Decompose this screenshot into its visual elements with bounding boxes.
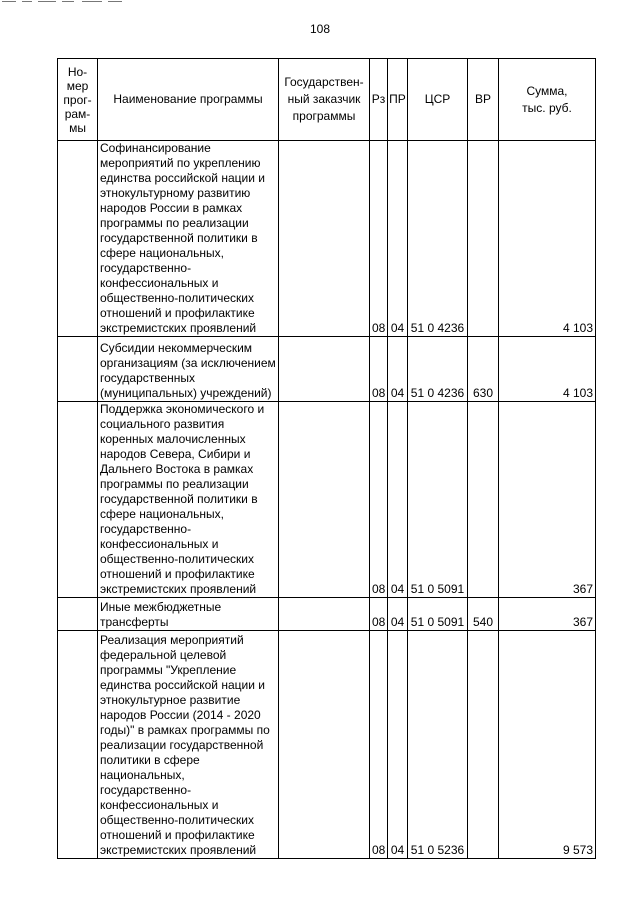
table-header-row	[58, 59, 596, 141]
rz-cell: 08	[370, 631, 388, 859]
pr-cell: 04	[388, 141, 408, 337]
table-row	[58, 141, 596, 337]
sum-cell: 4 103	[499, 337, 596, 402]
csr-cell: 51 0 4236	[408, 141, 468, 337]
sum-cell: 4 103	[499, 141, 596, 337]
state-customer-cell	[279, 337, 370, 402]
program-name-cell: Иные межбюджетные трансферты	[98, 598, 279, 631]
header-pr: ПР	[388, 59, 408, 141]
table-row	[58, 631, 596, 859]
program-name-cell: Субсидии некоммерческим организациям (за исключением государственных (муниципальных) учреждений)	[98, 337, 279, 402]
pr-cell: 04	[388, 337, 408, 402]
program-number-cell	[58, 598, 98, 631]
program-number-cell	[58, 141, 98, 337]
program-number-cell	[58, 402, 98, 598]
program-name-cell: Реализация мероприятий федеральной целевой программы "Укрепление единства российской нации и этнокультурное развитие народов России (2014 - 2020 годы)" в рамках программы по реализации государственной политики в сфере национальных, государственно-конфессиональных и общественно-политических отношений и профилактике экстремистских проявлений	[98, 631, 279, 859]
csr-cell: 51 0 5236	[408, 631, 468, 859]
rz-cell: 08	[370, 598, 388, 631]
csr-cell: 51 0 5091	[408, 598, 468, 631]
pr-cell: 04	[388, 631, 408, 859]
state-customer-cell	[279, 631, 370, 859]
sum-cell: 367	[499, 598, 596, 631]
vr-cell: 630	[468, 337, 499, 402]
sum-cell: 367	[499, 402, 596, 598]
table-row	[58, 598, 596, 631]
table-row	[58, 337, 596, 402]
state-customer-cell	[279, 402, 370, 598]
rz-cell: 08	[370, 141, 388, 337]
rz-cell: 08	[370, 402, 388, 598]
budget-table	[57, 58, 596, 859]
csr-cell: 51 0 5091	[408, 402, 468, 598]
header-vr: ВР	[468, 59, 499, 141]
vr-cell	[468, 631, 499, 859]
header-sum: Сумма, тыс. руб.	[499, 59, 596, 141]
program-name-cell: Софинансирование мероприятий по укреплению единства российской нации и этнокультурному развитию народов России в рамках программы по реализации государственной политики в сфере национальных, государственно-конфессиональных и общественно-политических отношений и профилактике экстремистских проявлений	[98, 141, 279, 337]
vr-cell	[468, 402, 499, 598]
program-number-cell	[58, 337, 98, 402]
header-program-number: Но- мер прог- рам- мы	[58, 59, 98, 141]
table-row	[58, 402, 596, 598]
state-customer-cell	[279, 598, 370, 631]
header-csr: ЦСР	[408, 59, 468, 141]
page-number: 108	[309, 22, 331, 36]
state-customer-cell	[279, 141, 370, 337]
header-rz: Рз	[370, 59, 388, 141]
vr-cell	[468, 141, 499, 337]
header-state-customer: Государствен- ный заказчик программы	[279, 59, 370, 141]
csr-cell: 51 0 4236	[408, 337, 468, 402]
pr-cell: 04	[388, 402, 408, 598]
header-program-name: Наименование программы	[98, 59, 279, 141]
program-name-cell: Поддержка экономического и социального развития коренных малочисленных народов Севера, Сибири и Дальнего Востока в рамках программы по реализации государственной политики в сфере национальных, государственно-конфессиональных и общественно-политических отношений и профилактике экстремистских проявлений	[98, 402, 279, 598]
rz-cell: 08	[370, 337, 388, 402]
sum-cell: 9 573	[499, 631, 596, 859]
program-number-cell	[58, 631, 98, 859]
vr-cell: 540	[468, 598, 499, 631]
pr-cell: 04	[388, 598, 408, 631]
scan-edge-marks	[0, 0, 140, 4]
